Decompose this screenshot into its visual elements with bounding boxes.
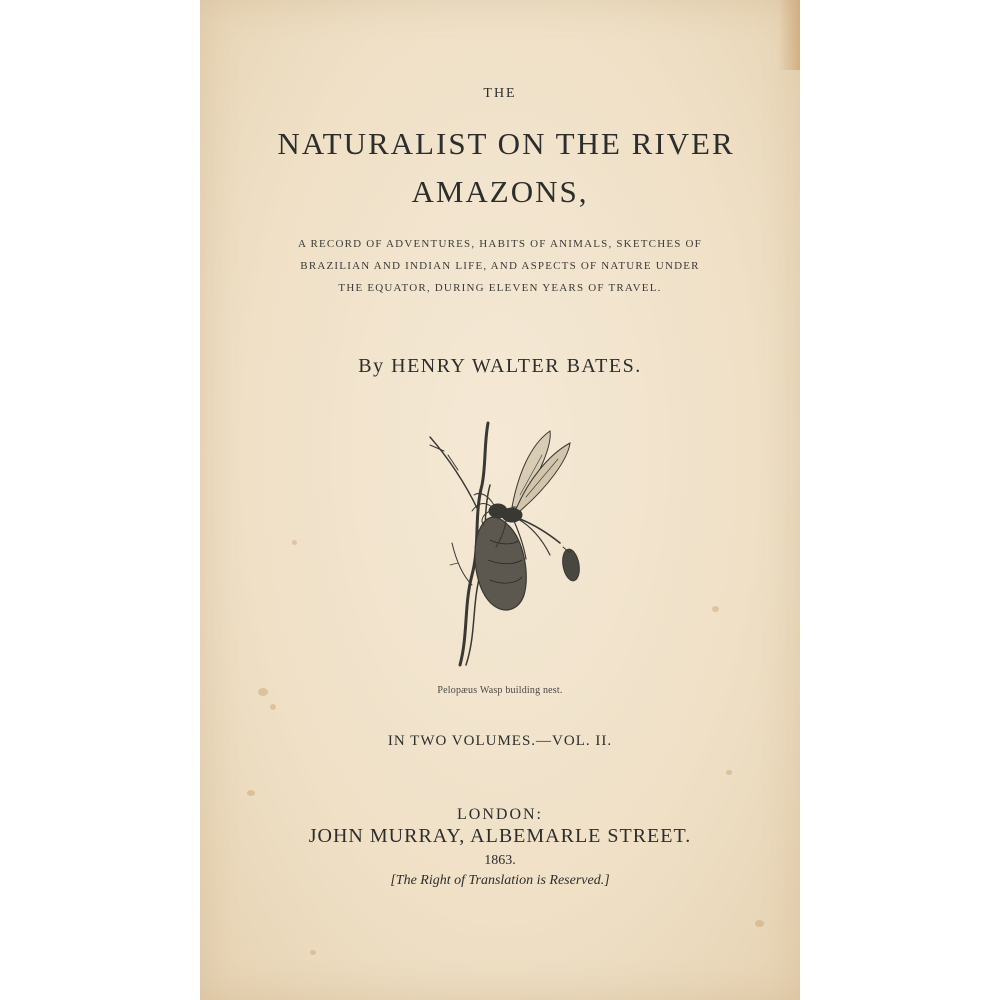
foxing-spot xyxy=(310,950,316,955)
subtitle-line-1: A RECORD OF ADVENTURES, HABITS OF ANIMALS, SKETCHES OF xyxy=(297,238,702,250)
page-stain xyxy=(778,0,800,70)
rights-notice: [The Right of Translation is Reserved.] xyxy=(390,873,610,888)
subtitle-line-3: THE EQUATOR, DURING ELEVEN YEARS OF TRAVEL. xyxy=(338,282,662,294)
publication-city: LONDON: xyxy=(457,806,543,823)
book-title-line-1: NATURALIST ON THE RIVER xyxy=(277,126,735,161)
foxing-spot xyxy=(270,704,276,710)
title-page xyxy=(200,0,800,1000)
publication-year: 1863. xyxy=(484,853,516,868)
volume-line: IN TWO VOLUMES.—VOL. II. xyxy=(387,733,613,749)
foxing-spot xyxy=(726,770,732,775)
author-line: By HENRY WALTER BATES. xyxy=(358,355,642,377)
subtitle-line-2: BRAZILIAN AND INDIAN LIFE, AND ASPECTS OF NATURE UNDER xyxy=(300,260,700,272)
wasp-engraving xyxy=(400,415,600,675)
foxing-spot xyxy=(712,606,719,612)
foxing-spot xyxy=(292,540,297,545)
book-title-line-2: AMAZONS, xyxy=(411,174,589,209)
foxing-spot xyxy=(755,920,764,927)
illustration-caption: Pelopæus Wasp building nest. xyxy=(437,685,563,696)
foxing-spot xyxy=(247,790,255,796)
title-article: THE xyxy=(483,86,517,101)
publisher-line: JOHN MURRAY, ALBEMARLE STREET. xyxy=(308,825,692,847)
